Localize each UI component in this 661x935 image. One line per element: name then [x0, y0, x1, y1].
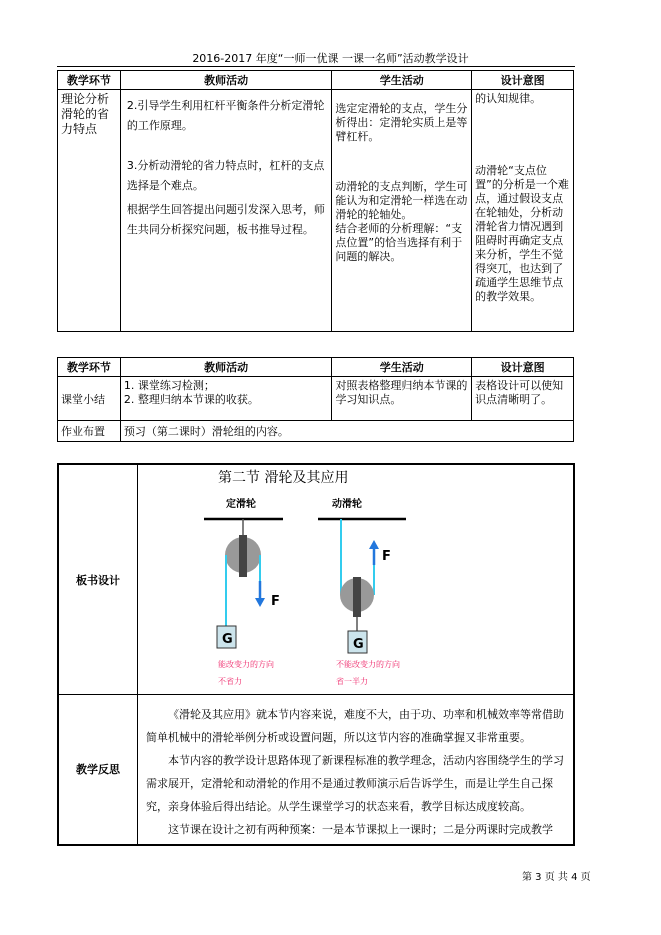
board-label: 板书设计	[58, 464, 138, 695]
table1-teacher-p1: 2.引导学生利用杠杆平衡条件分析定滑轮的工作原理。	[126, 99, 325, 132]
fixed-load-label: G	[222, 632, 233, 647]
movable-force-arrow	[369, 540, 379, 549]
board-diagram-cell	[138, 464, 575, 695]
board-title: 第二节 滑轮及其应用	[218, 470, 349, 486]
fixed-note-2: 不省力	[218, 677, 242, 686]
table1-teacher-cell	[120, 90, 332, 332]
table2-header-intent: 设计意图	[472, 358, 574, 377]
design-table-3	[57, 463, 575, 846]
page-footer: 第 3 页 共 4 页	[522, 872, 591, 883]
table2-header-stage: 教学环节	[58, 358, 121, 377]
table2-teacher-cell	[120, 377, 332, 421]
table1-student-p1: 选定定滑轮的支点，学生分析得出：定滑轮实质上是等臂杠杆。	[335, 102, 468, 143]
table2-row	[58, 377, 574, 421]
table1-student-p3: 结合老师的分析理解：“支点位置”的恰当选择有利于问题的解决。	[335, 222, 463, 263]
table1-intent-p1: 的认知规律。	[475, 92, 542, 105]
page-header: 2016-2017 年度“一师一优课 一课一名师”活动教学设计	[192, 52, 469, 65]
table1-student-cell	[332, 90, 472, 332]
design-table-2	[57, 357, 574, 442]
table2-intent: 表格设计可以使知识点清晰明了。	[472, 377, 574, 421]
table2-header-row	[58, 358, 574, 377]
pulley-diagram	[138, 465, 573, 691]
board-row	[58, 464, 574, 695]
fixed-force-label: F	[271, 594, 280, 609]
table2-homework-label: 作业布置	[58, 421, 121, 442]
reflection-p3: 这节课在设计之初有两种预案：一是本节课拟上一课时；二是分两课时完成教学	[168, 823, 553, 836]
table2-header-student: 学生活动	[332, 358, 472, 377]
table1-row	[58, 90, 574, 332]
table2-teacher-line1: 1. 课堂练习检测；	[123, 379, 215, 392]
table1-header-student: 学生活动	[332, 71, 472, 90]
movable-pulley-frame	[353, 577, 361, 617]
table2-header-teacher: 教师活动	[120, 358, 332, 377]
table1-intent-p2: 动滑轮“支点位置”的分析是一个难点，通过假设支点在轮轴处，分析动滑轮省力情况遇到阻碍时再确定支点来分析，学生不觉得突兀，也达到了疏通学生思维节点的教学效果。	[475, 164, 569, 303]
table2-homework-row	[58, 421, 574, 442]
movable-force-label: F	[382, 549, 391, 564]
fixed-pulley-label: 定滑轮	[226, 499, 256, 510]
table2-student: 对照表格整理归纳本节课的学习知识点。	[332, 377, 472, 421]
table1-stage: 理论分析滑轮的省力特点	[58, 90, 121, 332]
table1-student-p2: 动滑轮的支点判断，学生可能认为和定滑轮一样选在动滑轮的轮轴处。	[335, 180, 468, 221]
table1-header-row	[58, 71, 574, 90]
table2-teacher-line2: 2. 整理归纳本节课的收获。	[123, 393, 259, 406]
movable-load-label: G	[353, 637, 364, 652]
reflection-label: 教学反思	[58, 695, 138, 845]
table1-header-stage: 教学环节	[58, 71, 121, 90]
table1-intent-cell	[472, 90, 574, 332]
reflection-p1: 《滑轮及其应用》就本节内容来说，难度不大，由于功、功率和机械效率等常借助简单机械中的滑轮举例分析或设置问题，所以这节内容的准确掌握又非常重要。	[146, 708, 564, 744]
table2-homework: 预习（第二课时）滑轮组的内容。	[120, 421, 573, 442]
reflection-cell	[138, 695, 575, 845]
header-divider	[57, 66, 575, 67]
table1-teacher-p2: 3.分析动滑轮的省力特点时，杠杆的支点选择是个难点。	[126, 159, 325, 192]
movable-pulley-label: 动滑轮	[332, 499, 362, 510]
table1-header-intent: 设计意图	[472, 71, 574, 90]
table1-header-teacher: 教师活动	[120, 71, 332, 90]
reflection-p2: 本节内容的教学设计思路体现了新课程标准的教学理念，活动内容围绕学生的学习需求展开，定滑轮和动滑轮的作用不是通过教师演示后告诉学生，而是让学生自己探究，亲身体验后得出结论。从学生课堂学习的状态来看，教学目标达成度较高。	[146, 754, 564, 813]
table2-stage: 课堂小结	[58, 377, 121, 421]
fixed-note-1: 能改变力的方向	[218, 660, 274, 669]
movable-note-1: 不能改变力的方向	[336, 660, 400, 669]
reflection-row	[58, 695, 574, 845]
movable-note-2: 省一半力	[336, 677, 368, 686]
table1-teacher-p3: 根据学生回答提出问题引发深入思考，师生共同分析探究问题，板书推导过程。	[126, 203, 325, 236]
fixed-force-arrow	[255, 598, 265, 607]
design-table-1	[57, 70, 574, 332]
fixed-pulley-frame	[239, 535, 247, 577]
